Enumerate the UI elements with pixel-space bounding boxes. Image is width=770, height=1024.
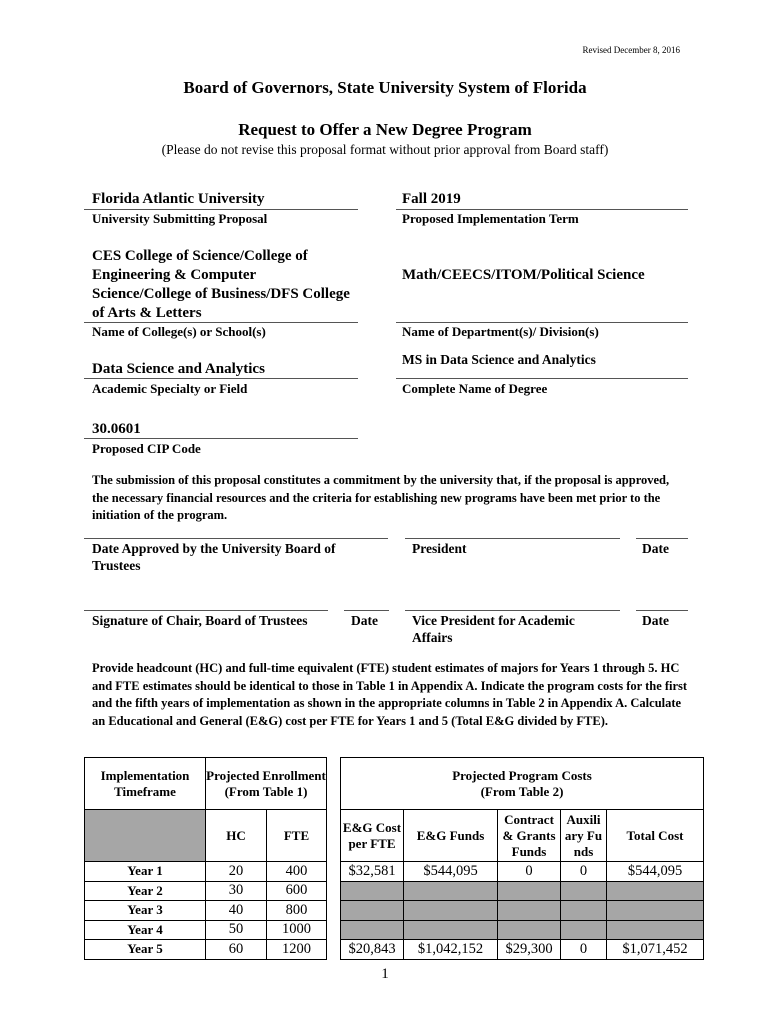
signature-line (405, 538, 620, 539)
shaded-cell (85, 810, 206, 862)
shaded-cell (498, 881, 561, 901)
eg-funds-cell: $1,042,152 (404, 940, 498, 960)
department-label: Name of Department(s)/ Division(s) (402, 324, 599, 339)
document-subtitle: Request to Offer a New Degree Program (238, 120, 532, 139)
signature-line (636, 538, 688, 539)
fte-cell: 1200 (267, 940, 327, 960)
divider (84, 322, 358, 323)
eg-cost-cell: $20,843 (341, 940, 404, 960)
signature-line (405, 610, 620, 611)
signature-line (636, 610, 688, 611)
shaded-cell (498, 920, 561, 940)
shaded-cell (341, 901, 404, 921)
vp-signature-label: Vice President for Academic Affairs (412, 613, 575, 645)
table-row (85, 940, 327, 960)
hc-cell: 30 (206, 881, 267, 901)
table-row (85, 862, 327, 882)
table-row (341, 940, 704, 960)
revision-date: Revised December 8, 2016 (582, 45, 680, 55)
divider (84, 378, 358, 379)
table-row (341, 881, 704, 901)
college-value: CES College of Science/College of Engineering & Computer Science/College of Business/DFS College of Arts & Letters (92, 248, 350, 321)
specialty-label: Academic Specialty or Field (92, 381, 248, 396)
page-number: 1 (381, 966, 389, 982)
costs-table (340, 757, 704, 960)
divider (396, 378, 688, 379)
aux-cell: 0 (561, 940, 607, 960)
date-label: Date (642, 613, 669, 628)
hc-cell: 40 (206, 901, 267, 921)
board-approval-label: Date Approved by the University Board of Trustees (92, 541, 336, 573)
total-cell: $544,095 (607, 862, 704, 882)
shaded-cell (561, 881, 607, 901)
year-cell: Year 3 (85, 901, 206, 921)
hc-cell: 20 (206, 862, 267, 882)
table-row (341, 901, 704, 921)
university-value: Florida Atlantic University (92, 191, 265, 207)
hc-header: HC (206, 810, 267, 862)
president-label: President (412, 541, 467, 556)
year-cell: Year 4 (85, 920, 206, 940)
eg-cost-header: E&G Cost per FTE (341, 810, 404, 862)
term-value: Fall 2019 (402, 191, 461, 207)
fte-cell: 600 (267, 881, 327, 901)
enrollment-table (84, 757, 327, 960)
year-cell: Year 5 (85, 940, 206, 960)
shaded-cell (561, 920, 607, 940)
term-label: Proposed Implementation Term (402, 211, 579, 226)
department-value: Math/CEECS/ITOM/Political Science (402, 267, 645, 283)
contract-cell: 0 (498, 862, 561, 882)
signature-line (344, 610, 389, 611)
commitment-text: The submission of this proposal constitutes a commitment by the university that, if the proposal is approved, the necessary financial resources and the criteria for establishing new programs have been met prior to the initiation of the program. (92, 473, 670, 522)
total-cell: $1,071,452 (607, 940, 704, 960)
fte-cell: 400 (267, 862, 327, 882)
document-title: Board of Governors, State University System of Florida (183, 78, 587, 97)
table-row (341, 920, 704, 940)
chair-signature-label: Signature of Chair, Board of Trustees (92, 613, 308, 628)
specialty-value: Data Science and Analytics (92, 361, 265, 377)
eg-funds-cell: $544,095 (404, 862, 498, 882)
cip-value: 30.0601 (92, 421, 141, 437)
fte-cell: 800 (267, 901, 327, 921)
table-row (85, 901, 327, 921)
timeframe-header: Implementation Timeframe (85, 758, 206, 810)
college-label: Name of College(s) or School(s) (92, 324, 266, 339)
table-row (341, 862, 704, 882)
year-cell: Year 1 (85, 862, 206, 882)
divider (396, 322, 688, 323)
shaded-cell (404, 881, 498, 901)
table-row (85, 920, 327, 940)
shaded-cell (341, 920, 404, 940)
hc-cell: 50 (206, 920, 267, 940)
signature-line (84, 538, 388, 539)
costs-header (341, 758, 704, 810)
instructions-text: Provide headcount (HC) and full-time equivalent (FTE) student estimates of majors for Years 1 through 5. HC and FTE estimates should be identical to those in Table 1 in Appendix A. Indicate the program costs for the first and the fifth years of implementation as shown in the appropriate columns in Table 2 in Appendix A. Calculate an Educational and General (E&G) cost per FTE for Years 1 and 5 (Total E&G divided by FTE). (92, 661, 688, 728)
hc-cell: 60 (206, 940, 267, 960)
fte-header: FTE (267, 810, 327, 862)
total-header: Total Cost (607, 810, 704, 862)
enrollment-header: Projected Enrollment (From Table 1) (206, 758, 327, 810)
cip-label: Proposed CIP Code (92, 441, 201, 456)
shaded-cell (498, 901, 561, 921)
degree-value: MS in Data Science and Analytics (402, 352, 596, 367)
signature-line (84, 610, 328, 611)
degree-label: Complete Name of Degree (402, 381, 548, 396)
date-label: Date (642, 541, 669, 556)
contract-cell: $29,300 (498, 940, 561, 960)
shaded-cell (607, 920, 704, 940)
auxiliary-header (561, 810, 607, 862)
shaded-cell (404, 901, 498, 921)
shaded-cell (341, 881, 404, 901)
format-note: (Please do not revise this proposal format without prior approval from Board staff) (161, 142, 609, 157)
date-label: Date (351, 613, 378, 628)
costs-header-text: Projected Program Costs (From Table 2) (452, 767, 592, 799)
shaded-cell (607, 881, 704, 901)
shaded-cell (607, 901, 704, 921)
auxiliary-header-text: Auxiliary Funds (564, 811, 603, 859)
eg-cost-cell: $32,581 (341, 862, 404, 882)
divider (396, 209, 688, 210)
divider (84, 209, 358, 210)
university-label: University Submitting Proposal (92, 211, 268, 226)
divider (84, 438, 358, 439)
fte-cell: 1000 (267, 920, 327, 940)
shaded-cell (561, 901, 607, 921)
aux-cell: 0 (561, 862, 607, 882)
contract-header: Contract & Grants Funds (498, 810, 561, 862)
shaded-cell (404, 920, 498, 940)
year-cell: Year 2 (85, 881, 206, 901)
table-row (85, 881, 327, 901)
eg-funds-header: E&G Funds (404, 810, 498, 862)
